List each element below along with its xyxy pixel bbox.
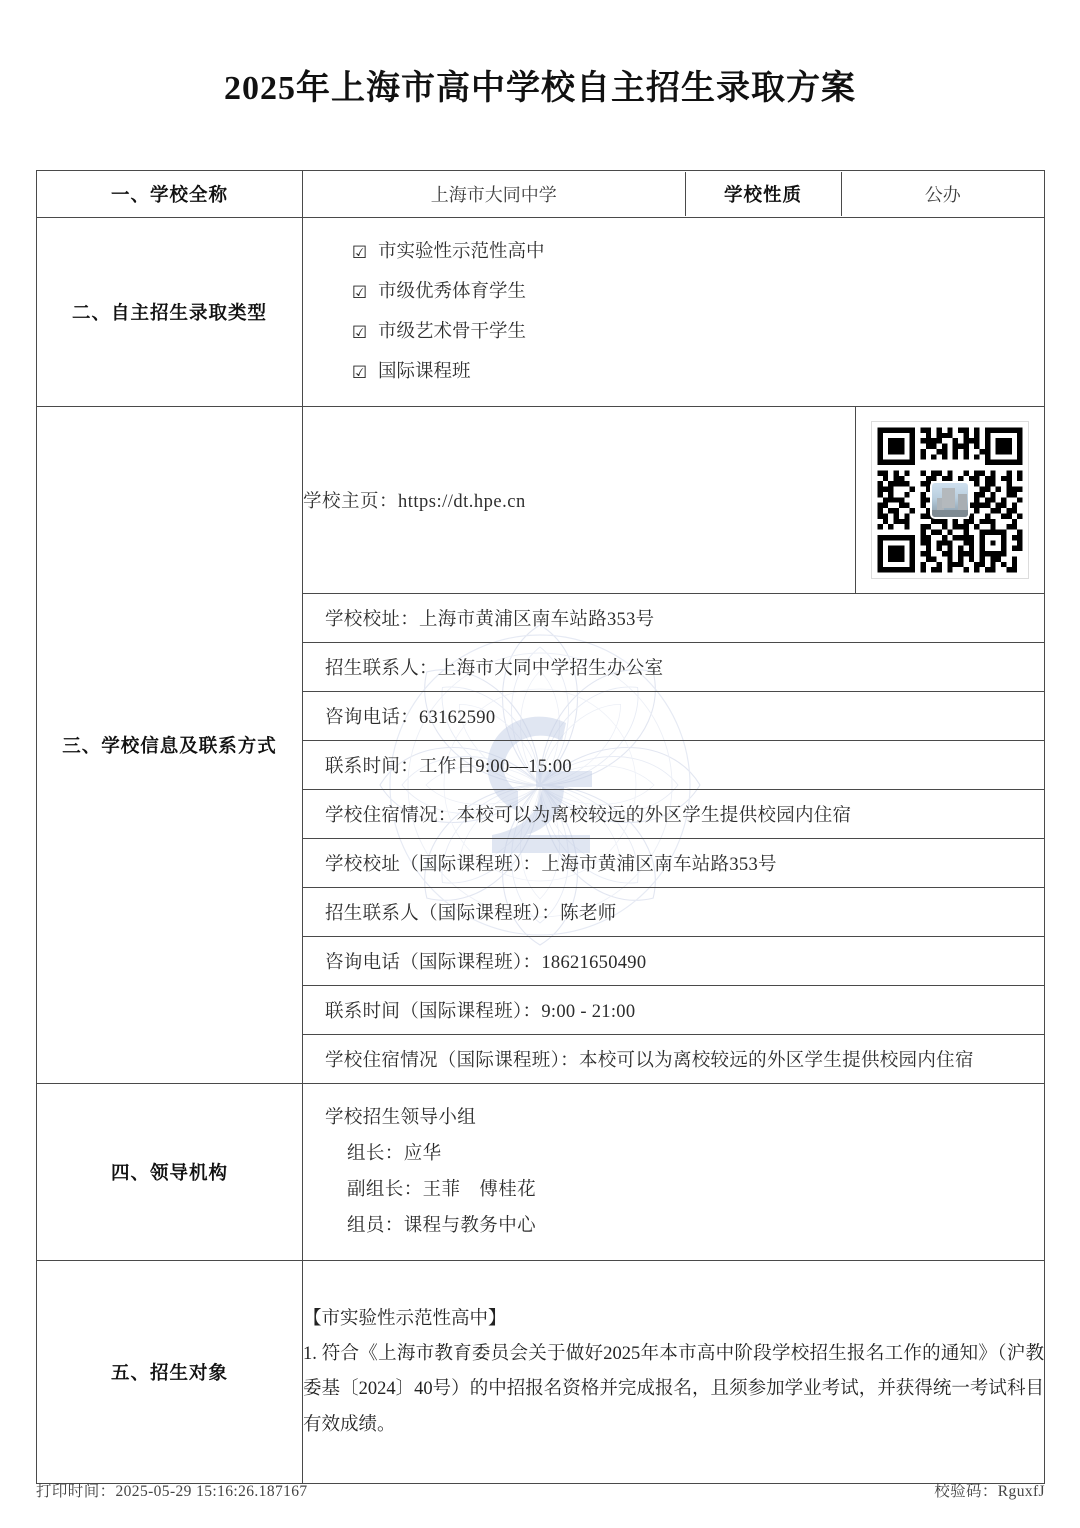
- contact-intl-hours: 联系时间（国际课程班）：9:00 - 21:00: [303, 986, 1044, 1035]
- contact-intl-school-address: 学校校址（国际课程班）：上海市黄浦区南车站路353号: [303, 839, 1044, 888]
- contact-intl-phone: 咨询电话（国际课程班）：18621650490: [303, 937, 1044, 986]
- section2-label: 二、自主招生录取类型: [37, 218, 303, 407]
- leadership-list: [303, 1084, 1044, 1260]
- leadership-deputy-leaders: 副组长：王菲 傅桂花: [347, 1180, 537, 1201]
- contact-row: [303, 839, 1044, 888]
- table-row-leadership: [37, 1084, 1045, 1261]
- checked-checkbox-icon: ☑: [351, 362, 368, 382]
- page-footer: [36, 1478, 1045, 1502]
- leadership-group-title: 学校招生领导小组: [325, 1108, 477, 1129]
- print-time: 打印时间：2025-05-29 15:16:26.187167: [36, 1483, 308, 1500]
- admission-type-list: [303, 218, 1044, 406]
- contact-boarding-info: 学校住宿情况：本校可以为离校较远的外区学生提供校园内住宿: [303, 790, 1044, 839]
- table-row-admission-types: [37, 218, 1045, 407]
- page-title: 2025年上海市高中学校自主招生录取方案: [224, 70, 856, 107]
- checked-checkbox-icon: ☑: [351, 322, 368, 342]
- contact-row: [303, 888, 1044, 937]
- checkbox-label: 国际课程班: [378, 362, 471, 383]
- section1-label: 一、学校全称: [37, 171, 303, 218]
- school-nature-label: 学校性质: [685, 172, 841, 216]
- contact-intl-boarding-info: 学校住宿情况（国际课程班）：本校可以为离校较远的外区学生提供校园内住宿: [325, 1051, 974, 1072]
- section2-content: [303, 218, 1045, 407]
- contact-row: [303, 790, 1044, 839]
- homepage-row: [303, 407, 1044, 594]
- contact-row: [303, 594, 1044, 643]
- contact-school-address: 学校校址：上海市黄浦区南车站路353号: [303, 594, 1044, 643]
- contact-row: [303, 986, 1044, 1035]
- checkbox-row-international-course-class[interactable]: [351, 352, 1044, 392]
- contact-phone: 咨询电话：63162590: [303, 692, 1044, 741]
- contact-info-table: [303, 407, 1044, 1083]
- contact-row: [303, 741, 1044, 790]
- checkbox-label: 市实验性示范性高中: [378, 242, 545, 262]
- checked-checkbox-icon: ☑: [351, 242, 368, 262]
- contact-hours: 联系时间：工作日9:00—15:00: [303, 741, 1044, 790]
- checkbox-label: 市级优秀体育学生: [378, 282, 527, 303]
- target-category-heading: 【市实验性示范性高中】: [303, 1308, 507, 1329]
- contact-row: [303, 937, 1044, 986]
- section5-label: 五、招生对象: [37, 1261, 303, 1484]
- checkbox-row-experimental-demo-high-school[interactable]: [351, 232, 1044, 272]
- section3-label: 三、学校信息及联系方式: [37, 407, 303, 1084]
- contact-intl-contact-person: 招生联系人（国际课程班）：陈老师: [303, 888, 1044, 937]
- checkbox-row-municipal-art-student[interactable]: [351, 312, 1044, 352]
- section4-label: 四、领导机构: [37, 1084, 303, 1261]
- section5-content: [303, 1261, 1045, 1484]
- school-name-value: 上海市大同中学: [303, 172, 685, 216]
- qr-code-cell: [856, 407, 1045, 594]
- qr-code-image[interactable]: [871, 421, 1029, 579]
- section4-content: [303, 1084, 1045, 1261]
- table-row-admission-targets: [37, 1261, 1045, 1484]
- contact-row: [303, 692, 1044, 741]
- contact-row: [303, 643, 1044, 692]
- leadership-leader: 组长：应华: [347, 1144, 442, 1165]
- target-requirement-paragraph: 1. 符合《上海市教育委员会关于做好2025年本市高中阶段学校招生报名工作的通知》（沪教委基〔2024〕40号）的中招报名资格并完成报名，且须参加学业考试，并获得统一考试科目有效成绩。: [303, 1343, 1044, 1435]
- school-nature-value: 公办: [924, 185, 961, 205]
- qr-center-logo-icon: [930, 481, 970, 519]
- contact-row: [303, 1035, 1044, 1084]
- checkbox-row-municipal-sports-student[interactable]: [351, 272, 1044, 312]
- table-row-school-name: [37, 171, 1045, 218]
- contact-admission-contact-person: 招生联系人：上海市大同中学招生办公室: [303, 643, 1044, 692]
- checkbox-label: 市级艺术骨干学生: [378, 322, 527, 343]
- admission-plan-table: [36, 170, 1045, 1484]
- table-row-school-info: [37, 407, 1045, 1084]
- verification-code: 校验码：RguxfJ: [934, 1483, 1045, 1500]
- school-homepage[interactable]: 学校主页：https://dt.hpe.cn: [303, 407, 856, 594]
- section3-content: [303, 407, 1045, 1084]
- checked-checkbox-icon: ☑: [351, 282, 368, 302]
- leadership-members: 组员：课程与教务中心: [347, 1216, 537, 1237]
